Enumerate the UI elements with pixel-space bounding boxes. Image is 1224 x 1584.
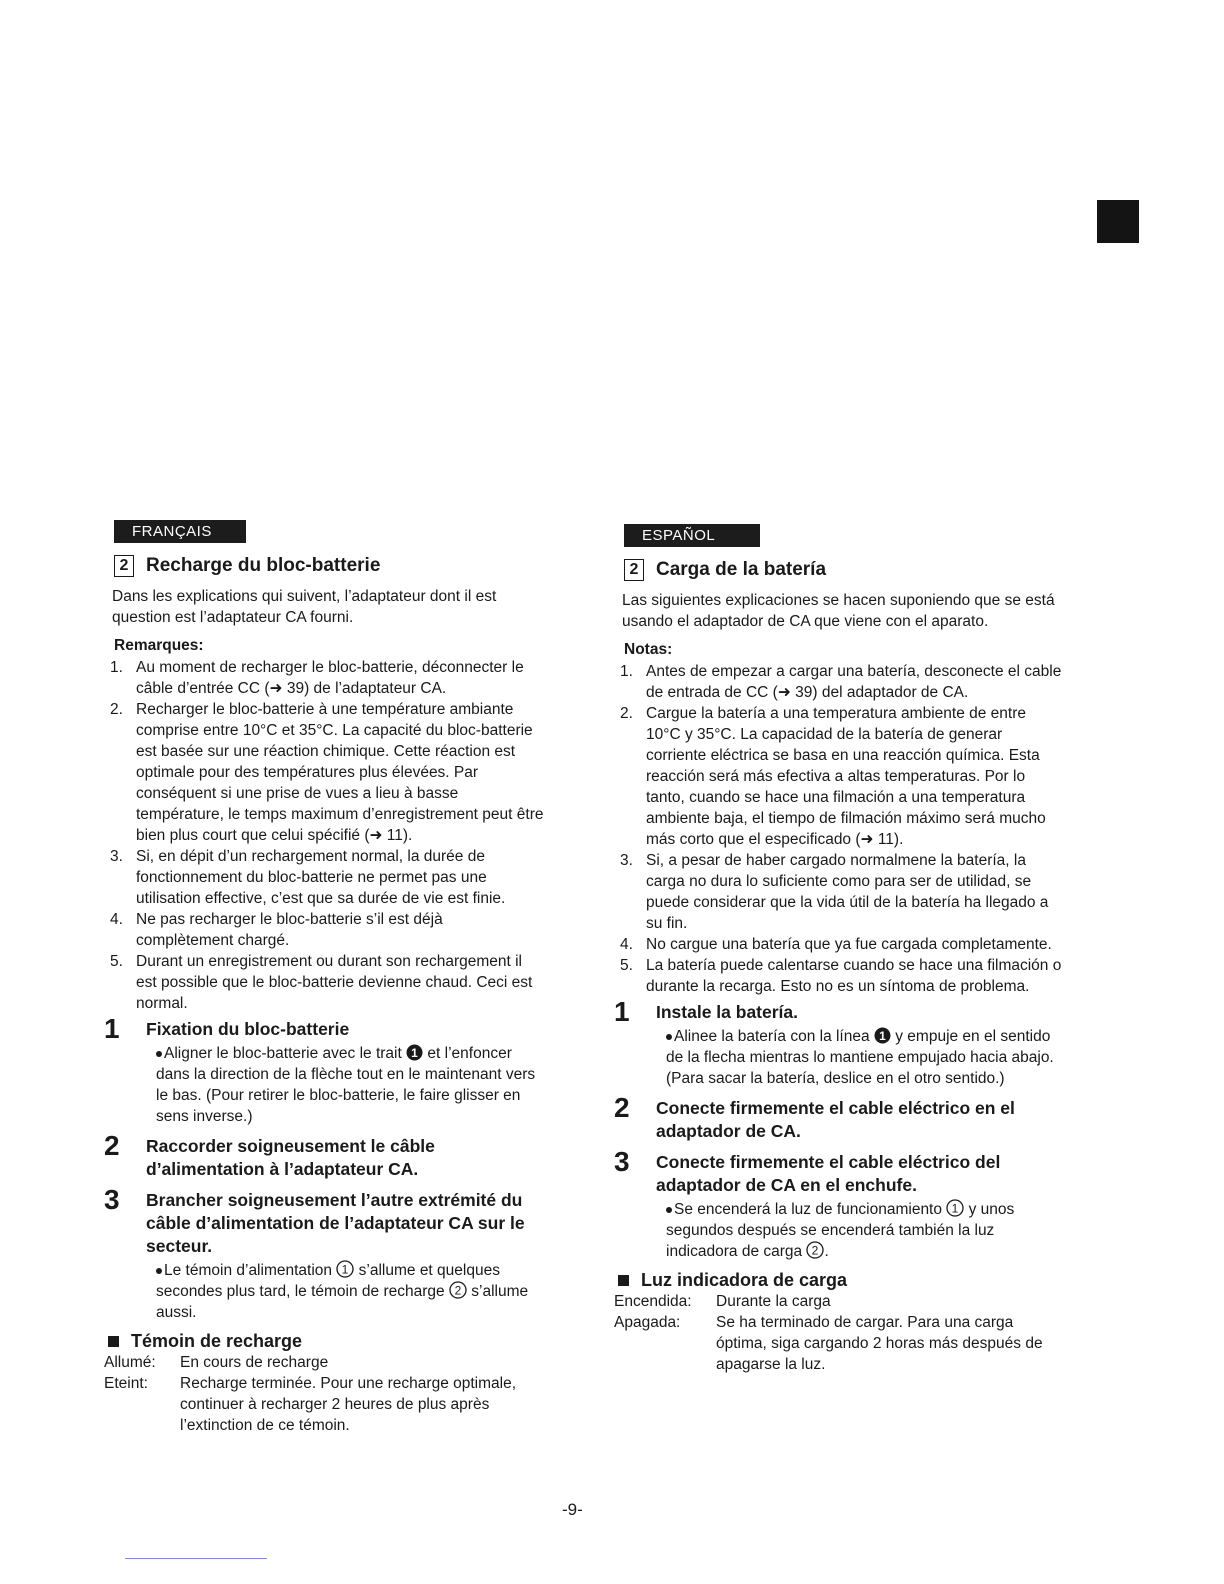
step-detail: Aligner le bloc-batterie avec le trait 1 et l’enfoncer dans la direction de la flèche tout en le maintenant vers le bas. (Pour retirer le bloc-batterie, le faire glisser en sens inverse.) — [156, 1045, 536, 1125]
step-number: 3 — [104, 1184, 120, 1215]
svg-text:2: 2 — [812, 1243, 819, 1258]
note-item: 4. Ne pas recharger le bloc-batterie s’il est déjà complètement chargé. — [110, 911, 443, 949]
spanish-section-heading — [614, 559, 1064, 581]
spanish-notes-title: Notas: — [624, 641, 673, 658]
bullet-icon — [666, 1034, 672, 1040]
bottom-divider — [125, 1558, 267, 1559]
french-section-title: Recharge du bloc-batterie — [146, 555, 381, 576]
svg-text:1: 1 — [879, 1029, 886, 1043]
spanish-step-1 — [614, 996, 1064, 1089]
step-number: 1 — [614, 996, 630, 1027]
step-detail: Le témoin d’alimentation 1 s’allume et quelques secondes plus tard, le témoin de recharge 2 s’allume aussi. — [156, 1262, 529, 1321]
section-number-box: 2 — [114, 555, 134, 577]
note-item: 3. Si, en dépit d’un rechargement normal, la durée de fonctionnement du bloc-batterie ne permet pas une utilisation effective, c’est que sa durée de vie est finie. — [110, 848, 506, 907]
step-title: Conecte firmemente el cable eléctrico del adaptador de CA en el enchufe. — [656, 1152, 1001, 1195]
bullet-icon — [156, 1051, 162, 1057]
french-step-3 — [104, 1184, 544, 1323]
french-intro: Dans les explications qui suivent, l’adaptateur dont il est question est l’adaptateur CA fourni. — [112, 588, 497, 626]
french-column — [104, 520, 544, 1436]
note-item: 4. No cargue una batería que ya fue cargada completamente. — [620, 936, 1052, 953]
note-item: 5. La batería puede calentarse cuando se hace una filmación o durante la recarga. Esto no es un síntoma de problema. — [620, 957, 1062, 995]
spanish-indicator-heading: Luz indicadora de carga — [614, 1270, 1064, 1291]
french-language-label: FRANÇAIS — [114, 520, 246, 543]
spanish-section-title: Carga de la batería — [656, 559, 827, 580]
note-item: 1. Au moment de recharger le bloc-batterie, déconnecter le câble d’entrée CC (➜ 39) de l’adaptateur CA. — [110, 659, 524, 697]
note-item: 5. Durant un enregistrement ou durant son rechargement il est possible que le bloc-batterie devienne chaud. Ceci est normal. — [110, 953, 533, 1012]
step-title: Conecte firmemente el cable eléctrico en el adaptador de CA. — [656, 1098, 1015, 1141]
indicator-row: Eteint: Recharge terminée. Pour une recharge optimale, continuer à recharger 2 heures de plus après l’extinction de ce témoin. — [104, 1375, 517, 1434]
indicator-row: Apagada: Se ha terminado de cargar. Para una carga óptima, siga cargando 2 horas más después de apagarse la luz. — [614, 1314, 1043, 1373]
svg-text:1: 1 — [411, 1046, 418, 1060]
filled-circle-1-icon — [406, 1044, 423, 1061]
step-number: 2 — [614, 1092, 630, 1123]
page-number: -9- — [562, 1500, 583, 1519]
french-notes-title: Remarques: — [114, 637, 204, 654]
step-title: Brancher soigneusement l’autre extrémité du câble d’alimentation de l’adaptateur CA sur le secteur. — [146, 1190, 525, 1256]
circled-2-icon — [806, 1241, 824, 1259]
indicator-row: Allumé: En cours de recharge — [104, 1354, 329, 1371]
spanish-intro: Las siguientes explicaciones se hacen suponiendo que se está usando el adaptador de CA que viene con el aparato. — [622, 592, 1055, 630]
black-index-tab — [1097, 200, 1139, 243]
bullet-icon — [666, 1207, 672, 1213]
step-detail: Se encenderá la luz de funcionamiento 1 y unos segundos después se encenderá también la luz indicadora de carga 2 . — [666, 1201, 1015, 1260]
square-bullet-icon — [618, 1275, 629, 1286]
spanish-language-label: ESPAÑOL — [624, 524, 760, 547]
spanish-notes-list — [614, 661, 1064, 997]
square-bullet-icon — [108, 1336, 119, 1347]
circled-1-icon — [946, 1199, 964, 1217]
filled-circle-1-icon — [874, 1027, 891, 1044]
circled-2-icon — [449, 1281, 467, 1299]
step-title: Fixation du bloc-batterie — [146, 1019, 350, 1039]
french-indicator-heading: Témoin de recharge — [104, 1331, 544, 1352]
svg-text:1: 1 — [951, 1201, 959, 1216]
section-number-box: 2 — [624, 559, 644, 581]
note-item: 2. Recharger le bloc-batterie à une température ambiante comprise entre 10°C et 35°C. La capacité du bloc-batterie est basée sur une réaction chimique. Cette réaction est optimale pour des températures plus élevées. Par conséquent si une prise de vues a lieu à basse température, le temps maximum d’enregistrement peut être bien plus court que celui spécifié (➜ 11). — [110, 701, 544, 844]
bullet-icon — [156, 1268, 162, 1274]
french-step-2 — [104, 1130, 544, 1181]
french-section-heading — [104, 555, 544, 577]
french-step-1 — [104, 1013, 544, 1127]
step-number: 2 — [104, 1130, 120, 1161]
spanish-column — [614, 524, 1064, 1375]
step-number: 3 — [614, 1146, 630, 1177]
circled-1-icon — [336, 1260, 354, 1278]
svg-text:2: 2 — [454, 1283, 462, 1298]
spanish-step-3 — [614, 1146, 1064, 1262]
indicator-row: Encendida: Durante la carga — [614, 1293, 831, 1310]
spanish-step-2 — [614, 1092, 1064, 1143]
note-item: 2. Cargue la batería a una temperatura ambiente de entre 10°C y 35°C. La capacidad de la batería de generar corriente eléctrica se basa en una reacción química. Esta reacción será más efectiva a altas temperaturas. Por lo tanto, cuando se hace una filmación a una temperatura ambiente baja, el tiempo de filmación máximo será mucho más corto que el especificado (➜ 11). — [620, 705, 1046, 848]
step-title: Instale la batería. — [656, 1002, 799, 1022]
note-item: 1. Antes de empezar a cargar una batería, desconecte el cable de entrada de CC (➜ 39) del adaptador de CA. — [620, 663, 1062, 701]
note-item: 3. Si, a pesar de haber cargado normalmene la batería, la carga no dura lo suficiente como para ser de utilidad, se puede considerar que la vida útil de la batería ha llegado a su fin. — [620, 852, 1049, 932]
step-number: 1 — [104, 1013, 120, 1044]
step-detail: Alinee la batería con la línea 1 y empuje en el sentido de la flecha mientras lo mantiene empujado hacia abajo. (Para sacar la batería, deslice en el otro sentido.) — [666, 1028, 1054, 1087]
french-notes-list — [104, 657, 544, 1014]
svg-text:1: 1 — [342, 1262, 349, 1277]
step-title: Raccorder soigneusement le câble d’alimentation à l’adaptateur CA. — [146, 1136, 435, 1179]
